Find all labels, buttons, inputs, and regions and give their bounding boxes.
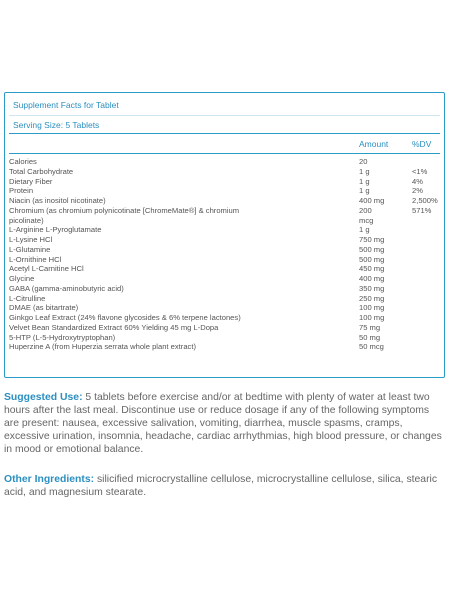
- amount-header: Amount: [359, 139, 389, 149]
- divider: [9, 115, 440, 116]
- nutrient-name: Dietary Fiber: [9, 176, 53, 186]
- table-row: [9, 157, 440, 167]
- nutrient-name: Niacin (as inositol nicotinate): [9, 196, 106, 205]
- table-row: [9, 323, 440, 333]
- table-row: [9, 245, 440, 255]
- nutrient-name: Huperzine A (from Huperzia serrata whole plant extract): [9, 342, 196, 352]
- suggested-use-text: 5 tablets before exercise and/or at bedtime with plenty of water at least two hours after the last meal. Discontinue use or reduce dosage if any of the following symptoms are present: nausea, excessive salivation, vomiting, diarrhea, muscle spasms, cramps, excessive urination, insomnia, headache, cardiac arrhythmias, high blood pressure, or changes in mood or emotional balance.: [4, 392, 442, 455]
- nutrient-dv: 571%: [412, 205, 432, 215]
- nutrient-amount: 400 mg: [359, 274, 385, 283]
- other-ingredients-label: Other Ingredients:: [4, 474, 95, 485]
- nutrient-name: L-Lysine HCl: [9, 235, 53, 244]
- nutrient-name: L-Ornithine HCl: [9, 254, 62, 264]
- table-row: [9, 313, 440, 323]
- nutrient-amount: 50 mg: [359, 332, 381, 342]
- nutrient-amount: 100 mg: [359, 303, 385, 313]
- serving-size: Serving Size: 5 Tablets: [13, 120, 100, 130]
- table-row: [9, 303, 440, 313]
- nutrient-dv: 2,500%: [412, 196, 438, 205]
- nutrient-name: L-Citrulline: [9, 293, 46, 303]
- nutrient-amount: 50 mcg: [359, 342, 384, 352]
- table-row: [9, 196, 440, 206]
- nutrient-name: Chromium (as chromium polynicotinate [ChromeMate®] & chromium: [9, 205, 240, 215]
- nutrient-amount: 1 g: [359, 186, 370, 196]
- supplement-facts-panel: [4, 92, 445, 378]
- table-row: [9, 274, 440, 284]
- nutrient-amount: 20: [359, 157, 368, 166]
- nutrient-dv: <1%: [412, 166, 428, 176]
- nutrient-dv: 4%: [412, 176, 423, 186]
- table-row: [9, 284, 440, 294]
- nutrient-amount: 75 mg: [359, 322, 381, 332]
- nutrient-amount: 400 mg: [359, 196, 385, 205]
- divider: [9, 153, 440, 154]
- nutrient-name: L-Glutamine: [9, 244, 51, 254]
- other-ingredients-text: silicified microcrystalline cellulose, microcrystalline cellulose, silica, stearic acid, and magnesium stearate.: [4, 474, 438, 498]
- other-ingredients: [4, 473, 446, 499]
- nutrient-amount: 1 g: [359, 176, 370, 186]
- nutrient-amount: 750 mg: [359, 235, 385, 244]
- nutrient-name: Glycine: [9, 274, 35, 283]
- table-row: [9, 167, 440, 177]
- nutrient-name: L-Arginine L-Pyroglutamate: [9, 225, 102, 235]
- nutrient-dv: 2%: [412, 186, 423, 196]
- nutrient-amount: 200: [359, 205, 372, 215]
- nutrient-amount: 500 mg: [359, 244, 385, 254]
- nutrient-name: Protein: [9, 186, 34, 196]
- suggested-use: [4, 391, 446, 456]
- table-row: [9, 186, 440, 196]
- nutrient-amount: 100 mg: [359, 313, 385, 322]
- nutrient-name: Acetyl L-Carnitine HCl: [9, 264, 84, 274]
- nutrient-amount: 1 g: [359, 225, 370, 235]
- nutrient-name: picolinate): [9, 215, 44, 225]
- nutrient-amount: 450 mg: [359, 264, 385, 274]
- nutrient-name: Ginkgo Leaf Extract (24% flavone glycosides & 6% terpene lactones): [9, 313, 241, 322]
- nutrient-name: 5-HTP (L-5-Hydroxytryptophan): [9, 332, 116, 342]
- nutrient-name: Calories: [9, 157, 37, 166]
- table-row: [9, 177, 440, 187]
- table-row: [9, 216, 440, 226]
- nutrient-name: Velvet Bean Standardized Extract 60% Yielding 45 mg L-Dopa: [9, 322, 219, 332]
- divider: [9, 133, 440, 134]
- table-row: [9, 294, 440, 304]
- suggested-use-label: Suggested Use:: [4, 392, 83, 403]
- nutrient-name: GABA (gamma-aminobutyric acid): [9, 283, 124, 293]
- facts-rows: [9, 157, 440, 352]
- table-row: [9, 235, 440, 245]
- table-row: [9, 225, 440, 235]
- table-row: [9, 255, 440, 265]
- nutrient-amount: mcg: [359, 215, 374, 225]
- nutrient-amount: 500 mg: [359, 254, 385, 264]
- nutrient-amount: 350 mg: [359, 283, 385, 293]
- nutrient-amount: 1 g: [359, 166, 370, 176]
- facts-title: Supplement Facts for Tablet: [13, 100, 119, 110]
- nutrient-name: Total Carbohydrate: [9, 166, 74, 176]
- nutrient-name: DMAE (as bitartrate): [9, 303, 79, 313]
- table-row: [9, 342, 440, 352]
- dv-header: %DV: [412, 139, 432, 149]
- nutrient-amount: 250 mg: [359, 293, 385, 303]
- table-row: [9, 333, 440, 343]
- table-row: [9, 206, 440, 216]
- table-row: [9, 264, 440, 274]
